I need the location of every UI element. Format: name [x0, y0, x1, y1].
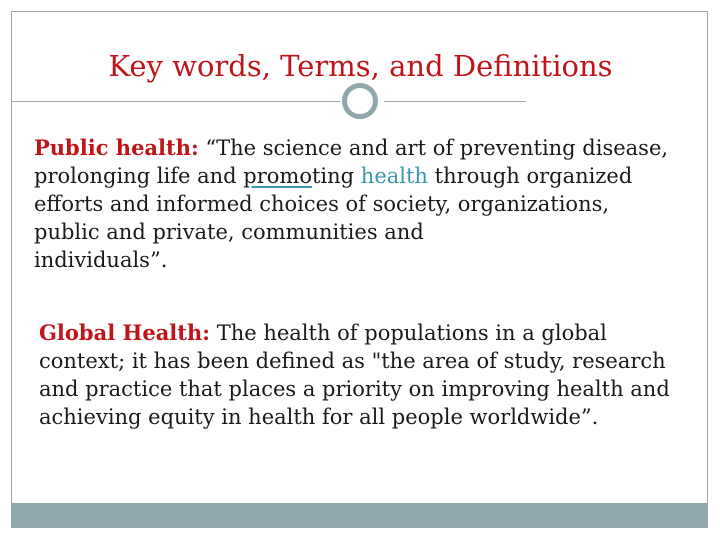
slide-title: Key words, Terms, and Definitions [108, 49, 613, 83]
definition-line: efforts and informed choices of society, organizations, [34, 192, 610, 216]
definition-line: public and private, communities and [34, 220, 424, 244]
promoting-link[interactable]: promo [243, 164, 312, 188]
definition-line: prolonging life and promoting health through organized [34, 164, 633, 188]
slide [11, 11, 708, 528]
definition-line: individuals”. [34, 248, 168, 272]
definition-global-health [39, 319, 670, 431]
term-global-health: Global Health: [39, 320, 211, 345]
definition-line: Public health: “The science and art of preventing disease, [34, 135, 669, 160]
health-link[interactable]: health [360, 164, 428, 188]
definition-public-health [34, 134, 668, 274]
title-divider-left [12, 101, 340, 102]
definition-line: achieving equity in health for all people worldwide”. [39, 405, 599, 429]
definition-line: context; it has been defined as "the area of study, research [39, 349, 666, 373]
definition-line: Global Health: The health of populations in a global [39, 320, 607, 345]
title-divider-right [384, 101, 526, 102]
footer-bar [12, 503, 707, 527]
definition-line: and practice that places a priority on improving health and [39, 377, 670, 401]
term-public-health: Public health: [34, 135, 199, 160]
ring-ornament-icon [342, 83, 378, 119]
